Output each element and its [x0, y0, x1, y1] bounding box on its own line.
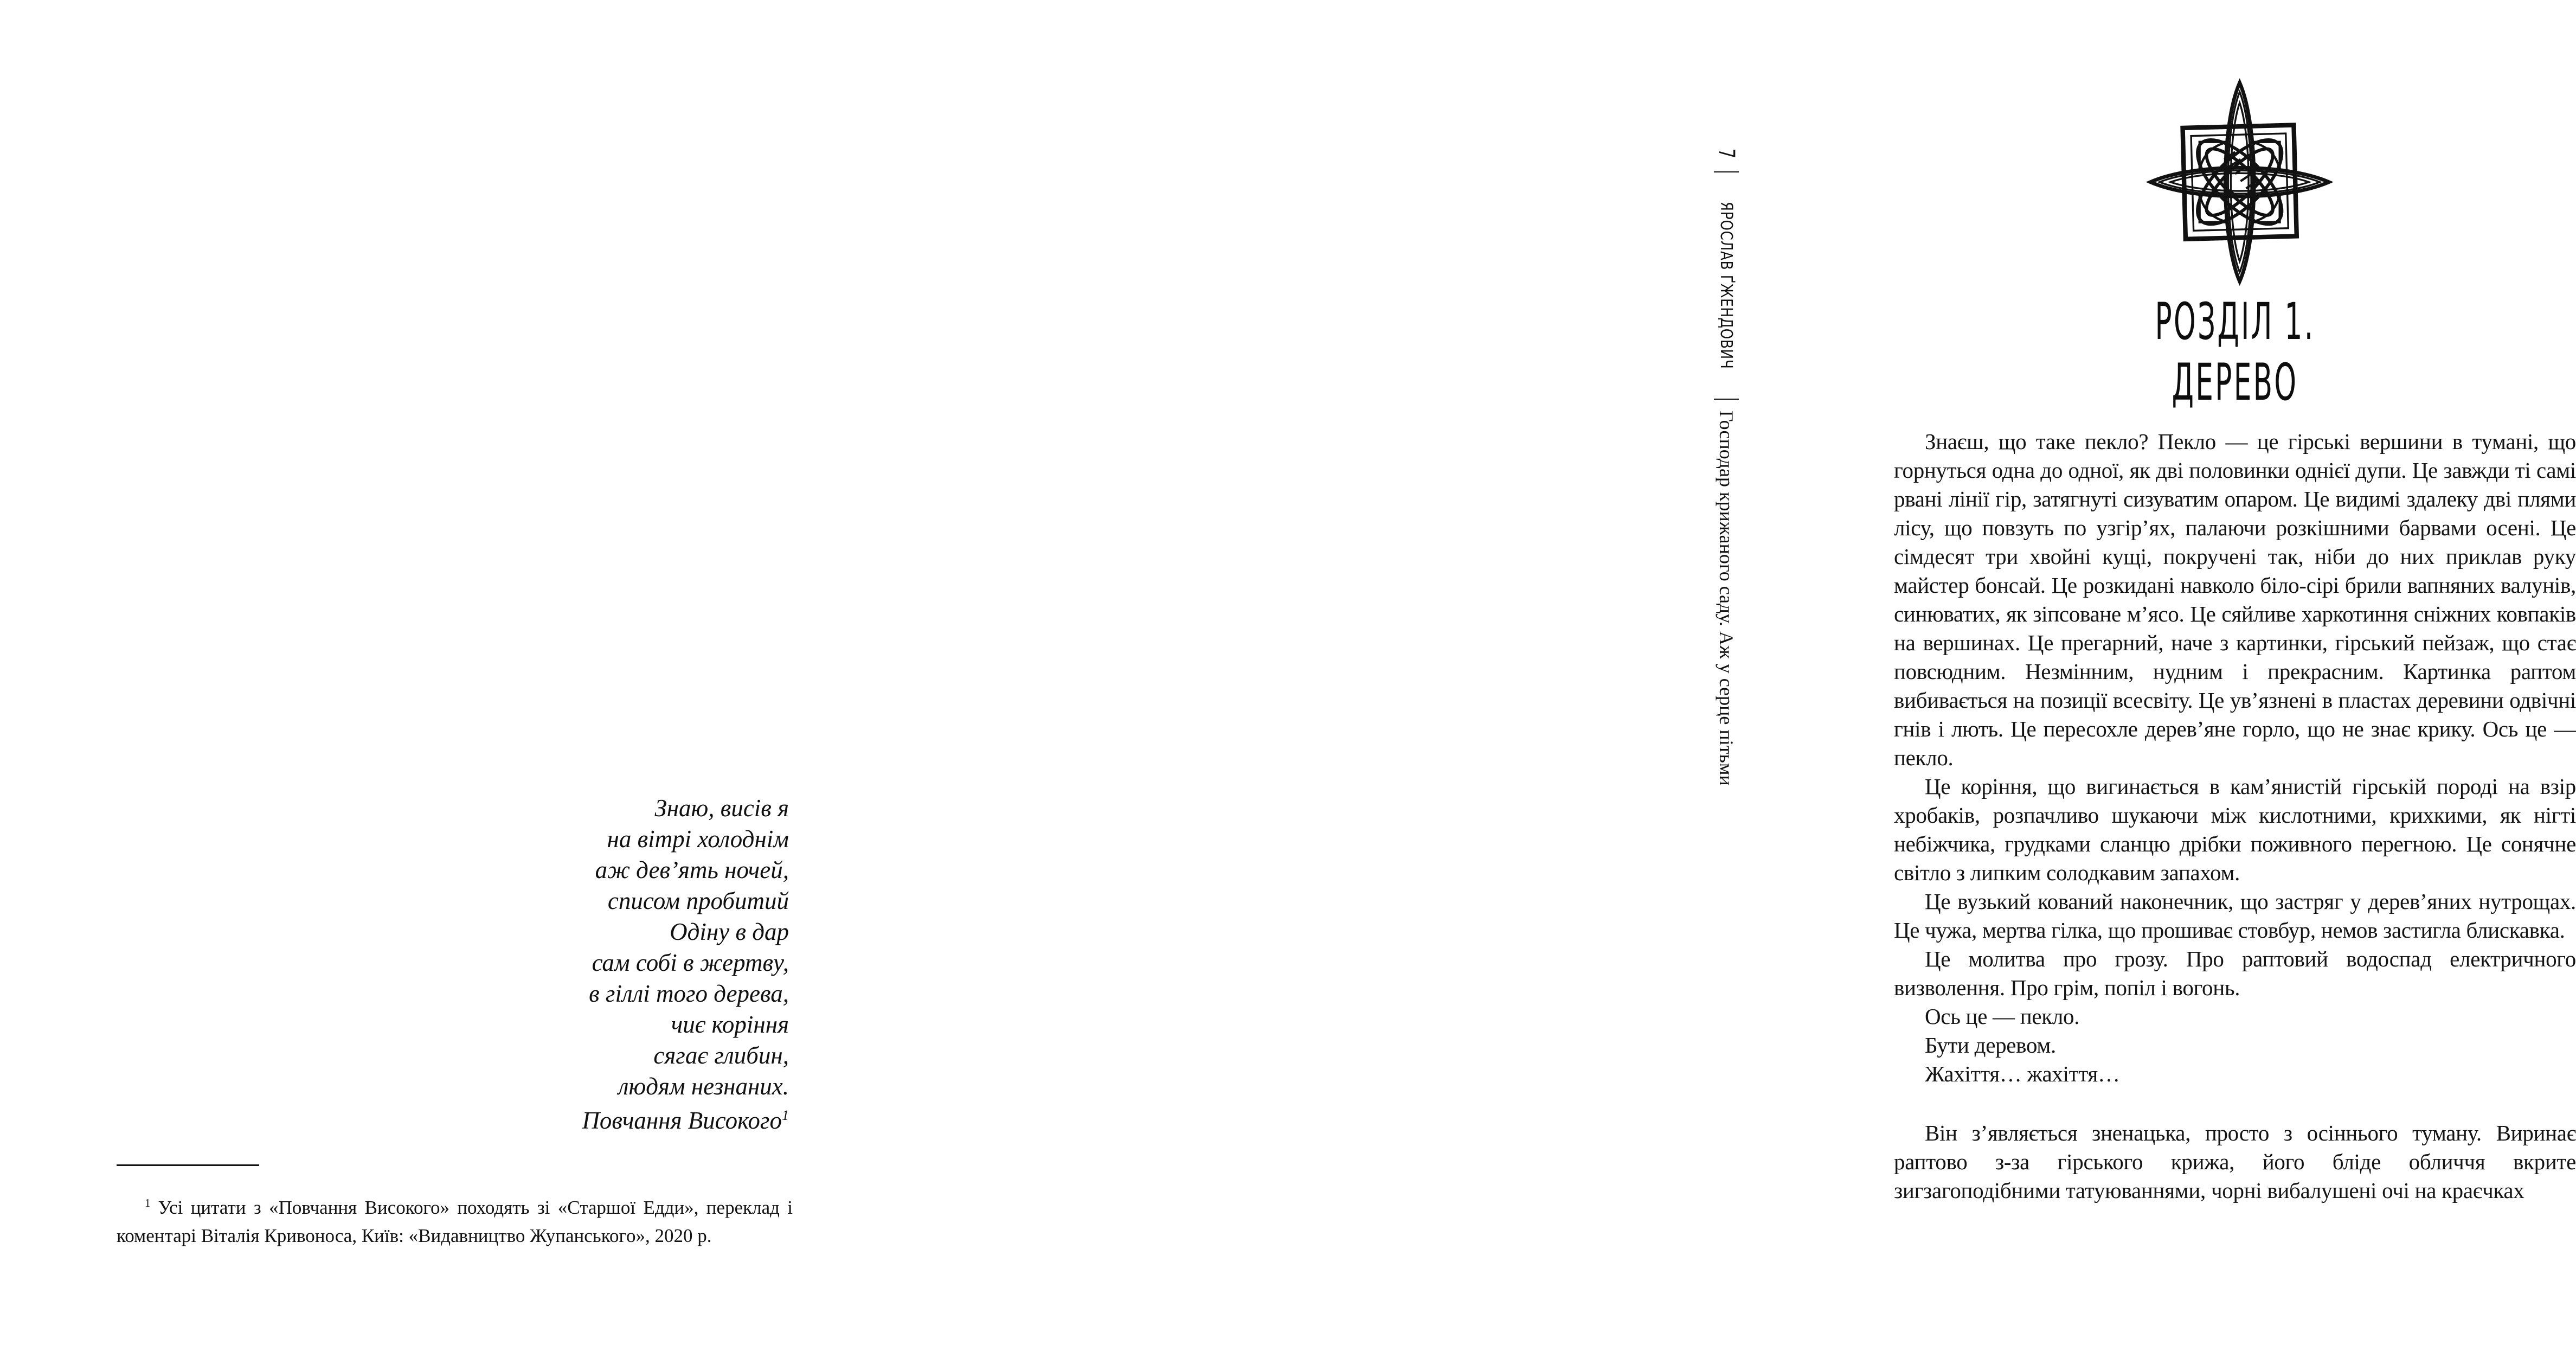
paragraph: Він з’являється зненацька, просто з осіннього туману. Виринає раптово з-за гірського крижа, його бліде обличчя вкрите зигзагоподібними татуюваннями, чорні вибалушені очі на краєчках — [1894, 1120, 2576, 1203]
book-running-title: Господар крижаного саду. Аж у серце пітьми — [1716, 410, 1737, 786]
poem-line: Знаю, висів я — [654, 795, 789, 822]
running-head-divider — [1714, 399, 1739, 400]
paragraph: Жахіття… жахіття… — [1925, 1061, 2120, 1086]
paragraph: Ось це — пекло. — [1925, 1004, 2080, 1029]
poem-line: чиє коріння — [671, 1011, 789, 1038]
author-name: ЯРОСЛАВ ҐЖЕНДОВИЧ — [1717, 202, 1736, 370]
poem-line: людям незнаних. — [618, 1073, 789, 1100]
epigraph-attribution — [117, 1106, 789, 1135]
footnote-mark: 1 — [145, 1196, 151, 1210]
poem-line: аж дев’ять ночей, — [595, 856, 789, 883]
chapter-body-text — [1894, 427, 2576, 1205]
paragraph: Це молитва про грозу. Про раптовий водоспад електричного визволення. Про грім, попіл і вогонь. — [1894, 946, 2576, 1000]
footnote-reference-mark: 1 — [782, 1107, 789, 1123]
paragraph: Це коріння, що вигинається в кам’янистій гірській породі на взір хробаків, розпачливо шукаючи між кислотними, крихкими, як нігті небіжчика, грудками сланцю дрібки поживного перегною. Це сонячне світло з липким солодкавим запахом. — [1894, 774, 2576, 885]
right-page — [896, 0, 2576, 1345]
left-page — [0, 0, 896, 1345]
poem-line: на вітрі холоднім — [607, 825, 789, 853]
epigraph-attribution-text: Повчання Високого — [582, 1107, 782, 1134]
poem-line: списом пробитий — [607, 887, 789, 914]
chapter-title: ДЕРЕВО — [2172, 353, 2298, 412]
footnote-separator-rule — [117, 1164, 259, 1166]
page-number: 7 — [1714, 148, 1739, 159]
paragraph: Знаєш, що таке пекло? Пекло — це гірські вершини в тумані, що горнуться одна до одної, як дві половинки однієї дупи. Це завжди ті самі рвані лінії гір, затягнуті сизуватим опаром. Це видимі здалеку дві плями лісу, що повзуть по узгір’ях, палаючи розкішними барвами осені. Це сімдесят три хвойні кущі, покручені так, ніби до них приклав руку майстер бонсай. Це розкидані навколо біло-сірі брили вапняних валунів, синюватих, як зіпсоване м’ясо. Це сяйливе харкотиння сніжних ковпаків на вершинах. Це прегарний, наче з картинки, гірський пейзаж, що стає повсюдним. Незмінним, нудним і прекрасним. Картинка раптом вибивається на позиції всесвіту. Це ув’язнені в пластах деревини одвічні гнів і лють. Це пересохле дерев’яне горло, що не знає крику. Ось це — пекло. — [1894, 429, 2576, 770]
running-head-divider — [1714, 171, 1739, 172]
poem-line: сягає глибин, — [653, 1042, 789, 1069]
poem-line: сам собі в жертву, — [592, 949, 789, 976]
celtic-knot-ornament — [2148, 79, 2330, 284]
poem-line: Одіну в дар — [670, 918, 789, 945]
epigraph-poem — [117, 793, 789, 1102]
poem-line: в гіллі того дерева, — [589, 980, 789, 1007]
footnote — [117, 1194, 793, 1250]
paragraph: Це вузький кований наконечник, що застряг у дерев’яних нутрощах. Це чужа, мертва гілка, що прошиває стовбур, немов застигла блискавка. — [1894, 889, 2576, 943]
footnote-text: Усі цитати з «Повчання Високого» походять зі «Старшої Едди», переклад і коментарі Віталія Кривоноса, Київ: «Видавництво Жупанського», 2020 р. — [117, 1197, 793, 1246]
rotated-running-head — [1709, 146, 1744, 786]
chapter-number: РОЗДІЛ 1. — [2155, 292, 2315, 351]
paragraph: Бути деревом. — [1925, 1033, 2056, 1058]
chapter-heading — [1894, 292, 2576, 413]
